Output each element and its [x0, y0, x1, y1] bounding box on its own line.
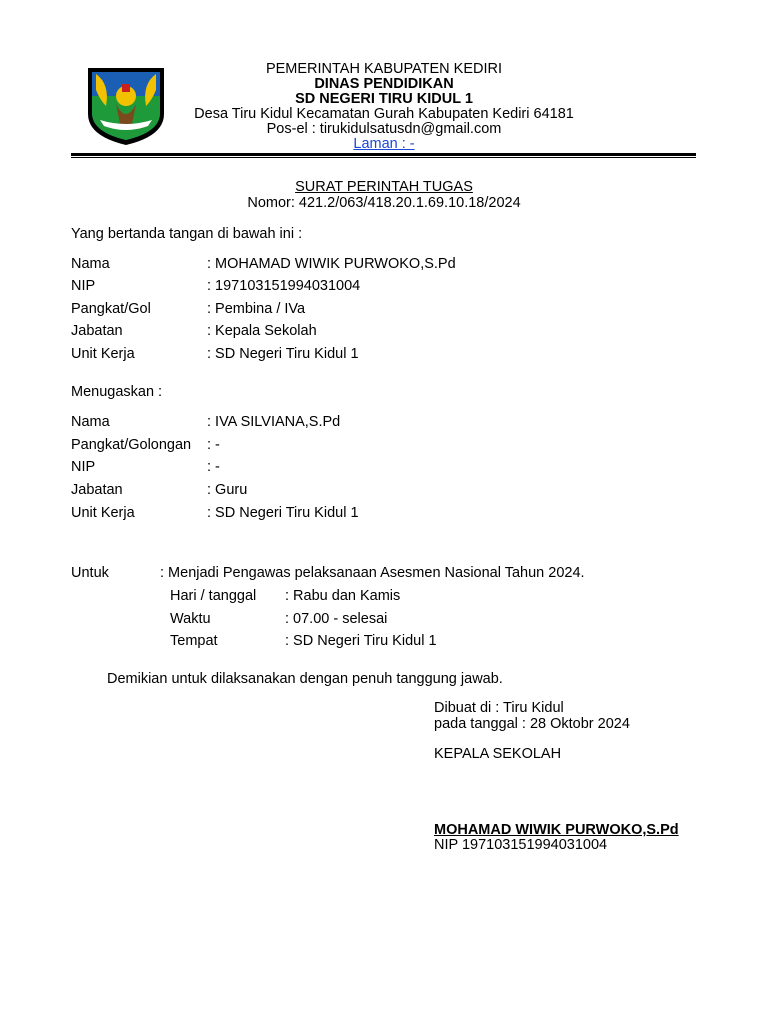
signer-nip-value: : 197103151994031004	[207, 278, 361, 294]
letterhead-divider-thin	[71, 157, 696, 158]
signature-position: KEPALA SEKOLAH	[434, 746, 562, 762]
purpose-time-value: : 07.00 - selesai	[285, 611, 388, 627]
letter-intro: Yang bertanda tangan di bawah ini :	[71, 226, 303, 242]
letter-title: SURAT PERINTAH TUGAS	[295, 179, 473, 195]
signer-position-label: Jabatan	[71, 323, 123, 339]
letterhead-address: Desa Tiru Kidul Kecamatan Gurah Kabupaten Kediri 64181	[194, 106, 574, 122]
signature-place: Dibuat di : Tiru Kidul	[434, 700, 564, 716]
purpose-text: : Menjadi Pengawas pelaksanaan Asesmen Nasional Tahun 2024.	[160, 565, 585, 581]
signature-name: MOHAMAD WIWIK PURWOKO,S.Pd	[434, 822, 679, 838]
signer-rank-label: Pangkat/Gol	[71, 301, 151, 317]
assignee-nip-label: NIP	[71, 459, 96, 475]
letter-number: Nomor: 421.2/063/418.20.1.69.10.18/2024	[247, 195, 521, 211]
letterhead-government: PEMERINTAH KABUPATEN KEDIRI	[265, 61, 503, 77]
assignee-name-value: : IVA SILVIANA,S.Pd	[207, 414, 341, 430]
signer-nip-label: NIP	[71, 278, 96, 294]
signature-nip: NIP 197103151994031004	[434, 837, 608, 853]
signer-position-value: : Kepala Sekolah	[207, 323, 317, 339]
letterhead-divider-thick	[71, 153, 696, 156]
signer-name-label: Nama	[71, 256, 110, 272]
assignee-position-value: : Guru	[207, 482, 248, 498]
purpose-place-label: Tempat	[170, 633, 218, 649]
assignee-rank-label: Pangkat/Golongan	[71, 437, 192, 453]
signer-unit-label: Unit Kerja	[71, 346, 135, 362]
purpose-place-value: : SD Negeri Tiru Kidul 1	[285, 633, 437, 649]
letterhead-agency: DINAS PENDIDIKAN	[314, 76, 454, 92]
closing-statement: Demikian untuk dilaksanakan dengan penuh tanggung jawab.	[107, 671, 503, 687]
letterhead-email: Pos-el : tirukidulsatusdn@gmail.com	[266, 121, 502, 137]
signer-unit-value: : SD Negeri Tiru Kidul 1	[207, 346, 359, 362]
assignee-nip-value: : -	[207, 459, 220, 475]
assignee-unit-label: Unit Kerja	[71, 505, 135, 521]
letterhead-website-link[interactable]: Laman : -	[353, 136, 415, 152]
signer-rank-value: : Pembina / IVa	[207, 301, 306, 317]
purpose-day-label: Hari / tanggal	[170, 588, 257, 604]
purpose-time-label: Waktu	[170, 611, 211, 627]
purpose-label: Untuk	[71, 565, 109, 581]
assign-intro: Menugaskan :	[71, 384, 163, 400]
assignee-rank-value: : -	[207, 437, 220, 453]
assignee-position-label: Jabatan	[71, 482, 123, 498]
signer-name-value: : MOHAMAD WIWIK PURWOKO,S.Pd	[207, 256, 456, 272]
letterhead-school: SD NEGERI TIRU KIDUL 1	[295, 91, 473, 107]
assignee-unit-value: : SD Negeri Tiru Kidul 1	[207, 505, 359, 521]
purpose-day-value: : Rabu dan Kamis	[285, 588, 401, 604]
signature-date: pada tanggal : 28 Oktobr 2024	[434, 716, 630, 732]
assignee-name-label: Nama	[71, 414, 110, 430]
